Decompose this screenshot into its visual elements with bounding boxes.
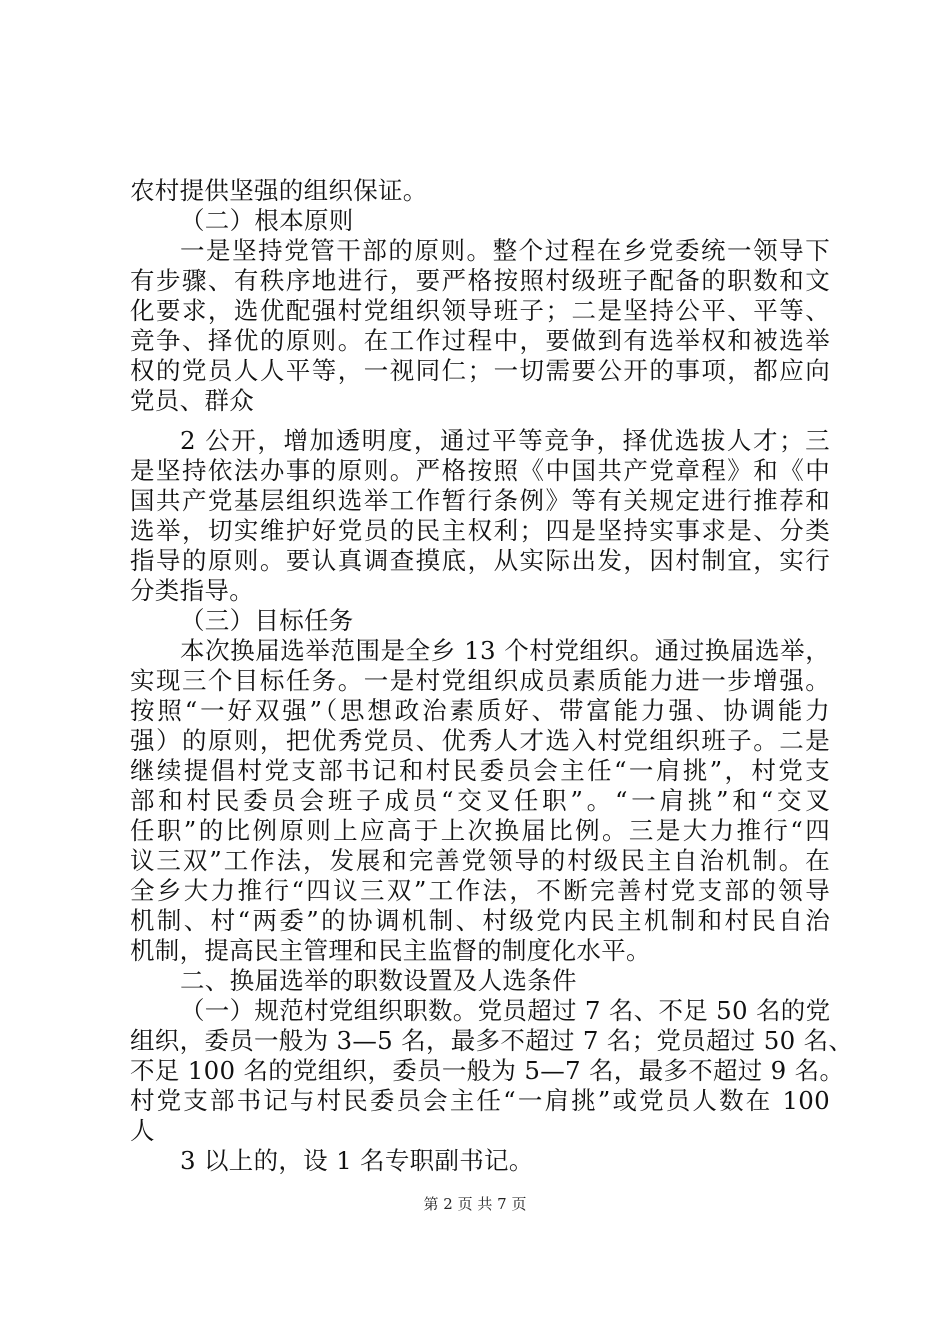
- text-line: 部和村民委员会班子成员“交叉任职”。“一肩挑”和“交叉: [130, 786, 830, 815]
- page-footer: 第 2 页 共 7 页: [423, 1195, 527, 1213]
- text-line: 组织，委员一般为 3—5 名，最多不超过 7 名；党员超过 50 名、: [130, 1026, 854, 1055]
- text-line: 不足 100 名的党组织，委员一般为 5—7 名，最多不超过 9 名。: [130, 1056, 845, 1085]
- text-line: 实现三个目标任务。一是村党组织成员素质能力进一步增强。: [130, 666, 830, 695]
- text-line: 全乡大力推行“四议三双”工作法，不断完善村党支部的领导: [130, 876, 830, 905]
- text-line: 机制，提高民主管理和民主监督的制度化水平。: [130, 936, 651, 965]
- text-line: 按照“一好双强”（思想政治素质好、带富能力强、协调能力: [130, 696, 830, 725]
- text-line: 议三双”工作法，发展和完善党领导的村级民主自治机制。在: [130, 846, 830, 875]
- text-line: 化要求，选优配强村党组织领导班子；二是坚持公平、平等、: [130, 296, 830, 325]
- text-line: 是坚持依法办事的原则。严格按照《中国共产党章程》和《中: [130, 456, 830, 485]
- text-line: 指导的原则。要认真调查摸底，从实际出发，因村制宜，实行: [130, 546, 830, 575]
- text-line: 农村提供坚强的组织保证。: [130, 176, 428, 205]
- text-line: 人: [130, 1116, 155, 1145]
- text-line: 继续提倡村党支部书记和村民委员会主任“一肩挑”，村党支: [130, 756, 830, 785]
- text-line: 竞争、择优的原则。在工作过程中，要做到有选举权和被选举: [130, 326, 830, 355]
- text-line: 机制、村“两委”的协调机制、村级党内民主机制和村民自治: [130, 906, 830, 935]
- text-line: 村党支部书记与村民委员会主任“一肩挑”或党员人数在 100: [130, 1086, 830, 1115]
- text-line: 选举，切实维护好党员的民主权利；四是坚持实事求是、分类: [130, 516, 830, 545]
- text-line: （一）规范村党组织职数。党员超过 7 名、不足 50 名的党: [180, 996, 831, 1025]
- section-heading: （三）目标任务: [180, 606, 354, 635]
- text-line: 权的党员人人平等，一视同仁；一切需要公开的事项，都应向: [130, 356, 830, 385]
- text-line: 3 以上的，设 1 名专职副书记。: [180, 1146, 534, 1175]
- text-line: 任职”的比例原则上应高于上次换届比例。三是大力推行“四: [130, 816, 830, 845]
- text-line: 强）的原则，把优秀党员、优秀人才选入村党组织班子。二是: [130, 726, 830, 755]
- section-heading: （二）根本原则: [180, 206, 354, 235]
- text-line: 一是坚持党管干部的原则。整个过程在乡党委统一领导下: [180, 236, 830, 265]
- text-line: 分类指导。: [130, 576, 254, 605]
- text-line: 本次换届选举范围是全乡 13 个村党组织。通过换届选举，: [180, 636, 830, 665]
- text-line: 国共产党基层组织选举工作暂行条例》等有关规定进行推荐和: [130, 486, 830, 515]
- text-line: 2 公开，增加透明度，通过平等竞争，择优选拔人才；三: [180, 426, 830, 455]
- text-line: 党员、群众: [130, 386, 254, 415]
- text-line: 有步骤、有秩序地进行，要严格按照村级班子配备的职数和文: [130, 266, 830, 295]
- section-heading: 二、换届选举的职数设置及人选条件: [180, 966, 577, 995]
